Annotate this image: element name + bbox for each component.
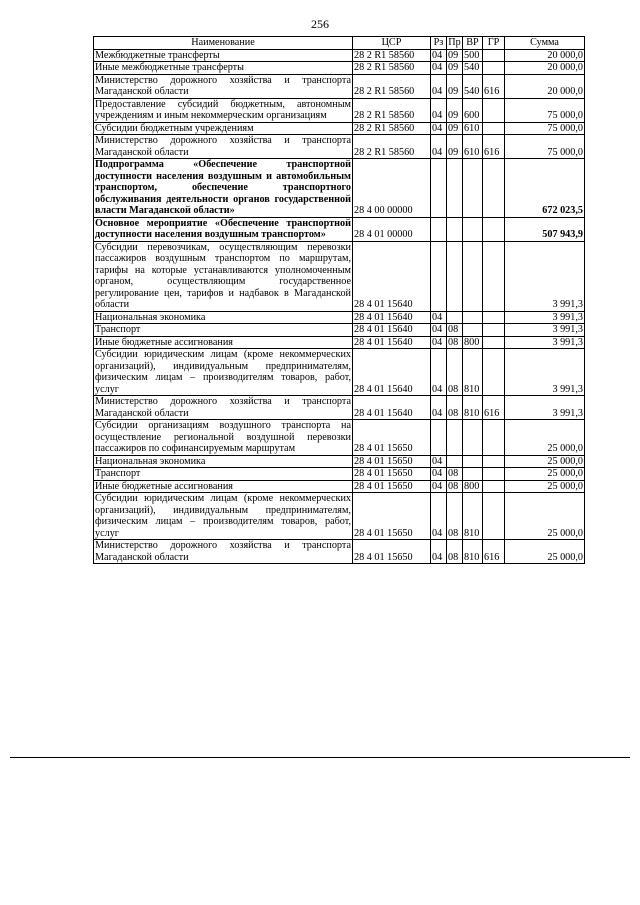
bottom-divider <box>10 757 630 758</box>
cell-csr: 28 2 R1 58560 <box>353 98 431 122</box>
cell-vr: 800 <box>463 336 483 349</box>
cell-name: Иные бюджетные ассигнования <box>94 480 353 493</box>
cell-gr <box>483 241 505 311</box>
table-row <box>94 311 585 324</box>
cell-pr: 09 <box>447 74 463 98</box>
cell-csr: 28 2 R1 58560 <box>353 49 431 62</box>
cell-csr: 28 4 01 15650 <box>353 455 431 468</box>
cell-name: Субсидии организациям воздушного транспорта на осуществление региональной воздушной перевозки пассажиров по софинансируемым маршрутам <box>95 420 351 454</box>
cell-gr <box>483 420 505 456</box>
cell-csr: 28 4 01 15640 <box>353 349 431 396</box>
cell-gr: 616 <box>483 540 505 564</box>
table-row <box>94 396 585 420</box>
cell-sum: 3 991,3 <box>505 241 585 311</box>
cell-sum: 25 000,0 <box>505 540 585 564</box>
cell-rz <box>431 241 447 311</box>
cell-csr: 28 4 00 00000 <box>353 159 431 218</box>
cell-rz: 04 <box>431 49 447 62</box>
cell-sum: 3 991,3 <box>505 396 585 420</box>
page-number: 256 <box>311 17 329 31</box>
header-pr: Пр <box>448 37 461 48</box>
header-sum: Сумма <box>505 37 585 50</box>
cell-name: Межбюджетные трансферты <box>94 49 353 62</box>
cell-sum: 25 000,0 <box>505 480 585 493</box>
cell-gr <box>483 324 505 337</box>
header-gr: ГР <box>483 37 505 50</box>
cell-rz: 04 <box>431 135 447 159</box>
table-row <box>94 241 585 311</box>
cell-pr: 09 <box>447 122 463 135</box>
cell-vr <box>463 324 483 337</box>
cell-name: Министерство дорожного хозяйства и транспорта Магаданской области <box>95 540 351 563</box>
cell-vr: 500 <box>463 49 483 62</box>
cell-csr: 28 4 01 15640 <box>353 324 431 337</box>
table-header-row <box>94 37 585 50</box>
cell-rz: 04 <box>431 540 447 564</box>
cell-rz: 04 <box>431 74 447 98</box>
cell-pr: 08 <box>447 336 463 349</box>
cell-csr: 28 4 01 15650 <box>353 480 431 493</box>
cell-rz: 04 <box>431 493 447 540</box>
cell-pr: 09 <box>447 98 463 122</box>
cell-gr <box>483 468 505 481</box>
cell-gr <box>483 480 505 493</box>
cell-sum: 3 991,3 <box>505 311 585 324</box>
cell-vr <box>463 420 483 456</box>
cell-name: Основное мероприятие «Обеспечение транспортной доступности населения воздушным транспортом» <box>95 217 351 240</box>
cell-name: Подпрограмма «Обеспечение транспортной доступности населения воздушным и автомобильным транспортом, обеспечение транспортного обслуживания деятельности органов государственной власти Магаданской области» <box>95 159 351 216</box>
cell-pr: 09 <box>447 49 463 62</box>
cell-sum: 25 000,0 <box>505 468 585 481</box>
table-row <box>94 349 585 396</box>
cell-csr: 28 4 01 00000 <box>353 217 431 241</box>
cell-sum: 507 943,9 <box>505 217 585 241</box>
table-row <box>94 74 585 98</box>
cell-gr <box>483 311 505 324</box>
cell-vr <box>463 468 483 481</box>
cell-sum: 25 000,0 <box>505 493 585 540</box>
cell-vr: 810 <box>463 493 483 540</box>
table-row <box>94 122 585 135</box>
cell-vr <box>463 159 483 218</box>
budget-table <box>93 36 585 564</box>
cell-vr: 610 <box>463 122 483 135</box>
cell-csr: 28 4 01 15640 <box>353 311 431 324</box>
cell-rz: 04 <box>431 396 447 420</box>
cell-rz <box>431 217 447 241</box>
cell-vr <box>463 455 483 468</box>
cell-vr <box>463 241 483 311</box>
cell-pr: 08 <box>447 468 463 481</box>
cell-vr <box>463 311 483 324</box>
cell-rz: 04 <box>431 480 447 493</box>
cell-name: Субсидии перевозчикам, осуществляющим перевозки пассажиров воздушным транспортом по маршрутам, тарифы на которые устанавливаются уполномоченным органом, осуществляющим государственное регулирование цен, тарифов и надбавок в Магаданской области <box>95 241 351 310</box>
cell-pr: 08 <box>447 493 463 540</box>
cell-csr: 28 4 01 15640 <box>353 396 431 420</box>
cell-pr <box>447 420 463 456</box>
table-row <box>94 217 585 241</box>
table-row <box>94 455 585 468</box>
cell-gr <box>483 336 505 349</box>
cell-name: Субсидии юридическим лицам (кроме некоммерческих организаций), индивидуальным предпринимателям, физическим лицам – производителям товаров, работ, услуг <box>95 493 351 539</box>
cell-csr: 28 4 01 15650 <box>353 468 431 481</box>
header-rz: Рз <box>431 37 447 50</box>
table-row <box>94 159 585 218</box>
cell-pr <box>447 241 463 311</box>
cell-sum: 25 000,0 <box>505 455 585 468</box>
cell-rz: 04 <box>431 349 447 396</box>
cell-vr: 610 <box>463 135 483 159</box>
cell-rz: 04 <box>431 98 447 122</box>
cell-csr: 28 4 01 15650 <box>353 540 431 564</box>
cell-rz: 04 <box>431 311 447 324</box>
cell-pr <box>447 217 463 241</box>
cell-sum: 3 991,3 <box>505 349 585 396</box>
table-row <box>94 135 585 159</box>
cell-rz: 04 <box>431 468 447 481</box>
cell-gr <box>483 455 505 468</box>
cell-sum: 75 000,0 <box>505 98 585 122</box>
cell-gr: 616 <box>483 74 505 98</box>
cell-pr <box>447 311 463 324</box>
cell-csr: 28 2 R1 58560 <box>353 122 431 135</box>
cell-sum: 20 000,0 <box>505 49 585 62</box>
cell-gr <box>483 349 505 396</box>
cell-csr: 28 4 01 15650 <box>353 420 431 456</box>
cell-vr <box>463 217 483 241</box>
cell-rz: 04 <box>431 455 447 468</box>
cell-name: Министерство дорожного хозяйства и транспорта Магаданской области <box>95 396 351 419</box>
cell-pr <box>447 455 463 468</box>
cell-name: Министерство дорожного хозяйства и транспорта Магаданской области <box>95 74 351 97</box>
cell-gr <box>483 493 505 540</box>
cell-pr: 09 <box>447 62 463 75</box>
cell-gr: 616 <box>483 135 505 159</box>
cell-csr: 28 4 01 15650 <box>353 493 431 540</box>
cell-sum: 3 991,3 <box>505 336 585 349</box>
table-row <box>94 336 585 349</box>
cell-sum: 20 000,0 <box>505 62 585 75</box>
cell-vr: 810 <box>463 349 483 396</box>
header-vr: ВР <box>463 37 483 50</box>
cell-csr: 28 4 01 15640 <box>353 336 431 349</box>
cell-vr: 540 <box>463 74 483 98</box>
cell-name: Министерство дорожного хозяйства и транспорта Магаданской области <box>95 135 351 158</box>
header-name: Наименование <box>94 37 353 50</box>
cell-name: Предоставление субсидий бюджетным, автономным учреждениям и иным некоммерческим организациям <box>95 98 351 121</box>
cell-vr: 810 <box>463 396 483 420</box>
table-row <box>94 493 585 540</box>
table-row <box>94 324 585 337</box>
cell-name: Иные межбюджетные трансферты <box>94 62 353 75</box>
table-row <box>94 49 585 62</box>
cell-vr: 540 <box>463 62 483 75</box>
cell-rz: 04 <box>431 62 447 75</box>
cell-name: Национальная экономика <box>94 455 353 468</box>
cell-pr: 08 <box>447 540 463 564</box>
cell-sum: 3 991,3 <box>505 324 585 337</box>
table-row <box>94 468 585 481</box>
cell-name: Субсидии юридическим лицам (кроме некоммерческих организаций), индивидуальным предпринимателям, физическим лицам – производителям товаров, работ, услуг <box>95 349 351 395</box>
cell-rz: 04 <box>431 336 447 349</box>
cell-pr: 08 <box>447 396 463 420</box>
cell-vr: 810 <box>463 540 483 564</box>
cell-csr: 28 2 R1 58560 <box>353 62 431 75</box>
cell-rz <box>431 420 447 456</box>
cell-pr: 09 <box>447 135 463 159</box>
cell-gr <box>483 49 505 62</box>
cell-pr: 08 <box>447 480 463 493</box>
cell-pr: 08 <box>447 324 463 337</box>
cell-name: Иные бюджетные ассигнования <box>94 336 353 349</box>
cell-pr <box>447 159 463 218</box>
cell-sum: 672 023,5 <box>505 159 585 218</box>
cell-rz <box>431 159 447 218</box>
cell-vr: 600 <box>463 98 483 122</box>
cell-gr <box>483 62 505 75</box>
cell-name: Национальная экономика <box>94 311 353 324</box>
cell-name: Субсидии бюджетным учреждениям <box>94 122 353 135</box>
cell-sum: 75 000,0 <box>505 135 585 159</box>
cell-csr: 28 2 R1 58560 <box>353 135 431 159</box>
header-csr: ЦСР <box>353 37 431 50</box>
cell-csr: 28 2 R1 58560 <box>353 74 431 98</box>
cell-sum: 20 000,0 <box>505 74 585 98</box>
cell-vr: 800 <box>463 480 483 493</box>
cell-gr <box>483 159 505 218</box>
table-body <box>94 49 585 564</box>
cell-rz: 04 <box>431 122 447 135</box>
cell-gr: 616 <box>483 396 505 420</box>
cell-sum: 25 000,0 <box>505 420 585 456</box>
table-row <box>94 480 585 493</box>
cell-sum: 75 000,0 <box>505 122 585 135</box>
cell-csr: 28 4 01 15640 <box>353 241 431 311</box>
cell-pr: 08 <box>447 349 463 396</box>
cell-gr <box>483 217 505 241</box>
table-row <box>94 98 585 122</box>
table-row <box>94 540 585 564</box>
cell-name: Транспорт <box>94 324 353 337</box>
cell-rz: 04 <box>431 324 447 337</box>
cell-gr <box>483 98 505 122</box>
table-row <box>94 62 585 75</box>
cell-name: Транспорт <box>94 468 353 481</box>
table-row <box>94 420 585 456</box>
cell-gr <box>483 122 505 135</box>
